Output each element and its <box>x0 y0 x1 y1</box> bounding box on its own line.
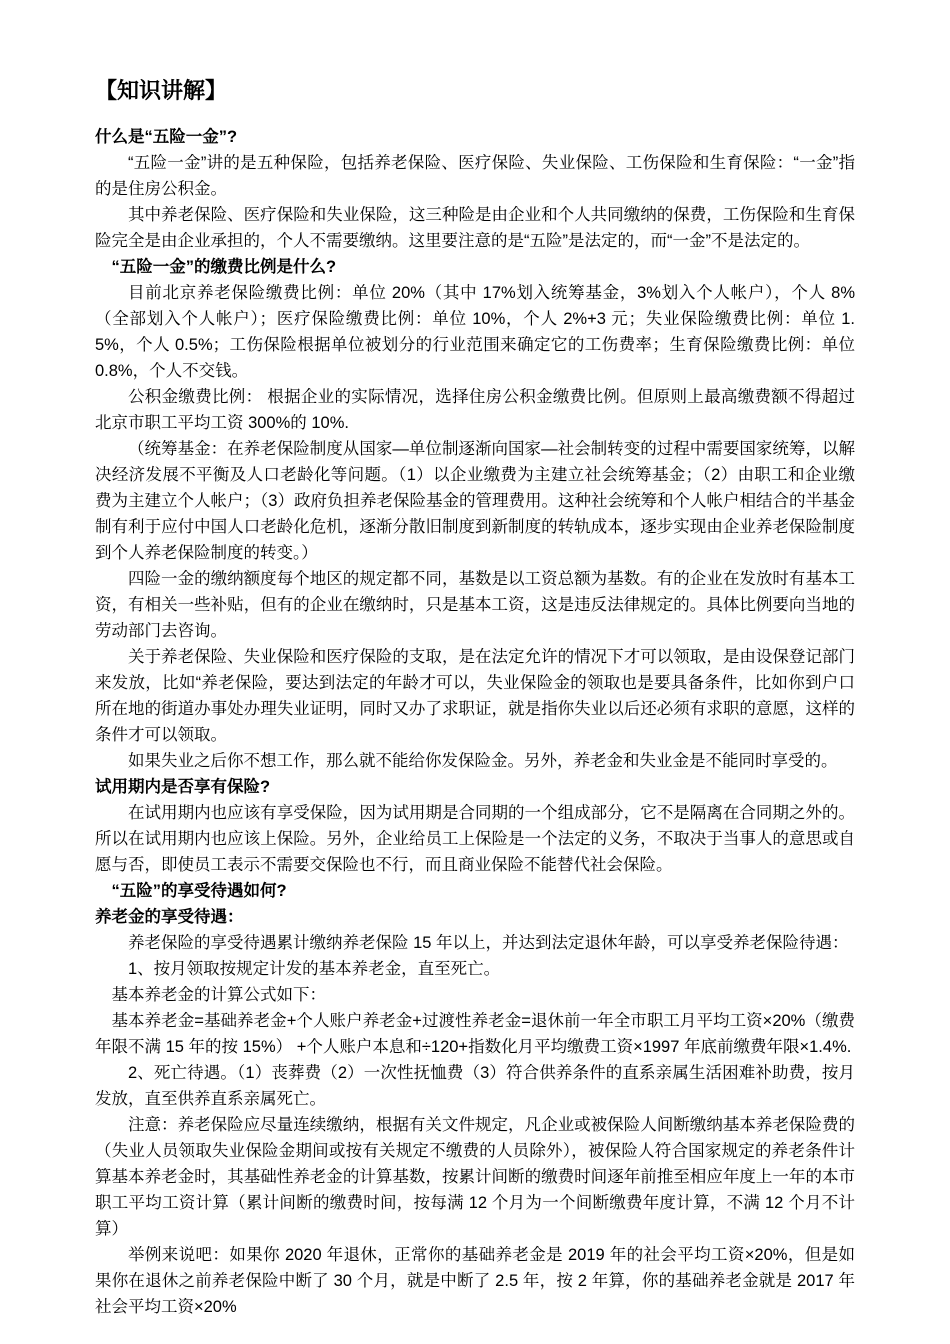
paragraph: 基本养老金的计算公式如下： <box>111 986 326 1004</box>
paragraph: 四险一金的缴纳额度每个地区的规定都不同，基数是以工资总额为基数。有的企业在发放时有基本工资，有相关一些补贴，但有的企业在缴纳时，只是基本工资，这是违反法律规定的。具体比例要向当地的劳动部门去咨询。 <box>95 570 855 640</box>
paragraph: 1、按月领取按规定计发的基本养老金，直至死亡。 <box>128 960 501 978</box>
section-heading: “五险一金”的缴费比例是什么? <box>111 258 337 276</box>
paragraph: 注意：养老保险应尽量连续缴纳，根据有关文件规定，凡企业或被保险人间断缴纳基本养老保险费的（失业人员领取失业保险金期间或按有关规定不缴费的人员除外），被保险人符合国家规定的养老条件计算基本养老金时，其基础性养老金的计算基数，按累计间断的缴费时间逐年前推至相应年度上一年的本市职工平均工资计算（累计间断的缴费时间，按每满 12 个月为一个间断缴费年度计算，不满 12 个月不计算） <box>95 1116 855 1238</box>
paragraph: 2、死亡待遇。（1）丧葬费（2）一次性抚恤费（3）符合供养条件的直系亲属生活困难补助费，按月发放，直至供养直系亲属死亡。 <box>95 1064 855 1108</box>
paragraph: 基本养老金=基础养老金+个人账户养老金+过渡性养老金=退休前一年全市职工月平均工资×20%（缴费年限不满 15 年的按 15%） +个人账户本息和÷120+指数化月平均缴费工资×1997 年底前缴费年限×1.4%. <box>95 1012 855 1056</box>
paragraph: 举例来说吧：如果你 2020 年退休，正常你的基础养老金是 2019 年的社会平均工资×20%，但是如果你在退休之前养老保险中断了 30 个月，就是中断了 2.5 年，按 2 年算，你的基础养老金就是 2017 年社会平均工资×20% <box>95 1246 855 1316</box>
document-body <box>95 124 855 1320</box>
paragraph: 如果失业之后你不想工作，那么就不能给你发保险金。另外，养老金和失业金是不能同时享受的。 <box>128 752 838 770</box>
paragraph: 公积金缴费比例： 根据企业的实际情况，选择住房公积金缴费比例。但原则上最高缴费额不得超过北京市职工平均工资 300%的 10%. <box>95 388 855 432</box>
paragraph: （统筹基金：在养老保险制度从国家—单位制逐渐向国家—社会制转变的过程中需要国家统筹，以解决经济发展不平衡及人口老龄化等问题。（1）以企业缴费为主建立社会统筹基金；（2）由职工和企业缴费为主建立个人帐户；（3）政府负担养老保险基金的管理费用。这种社会统筹和个人帐户相结合的半基金制有利于应付中国人口老龄化危机，逐渐分散旧制度到新制度的转轨成本，逐步实现由企业养老保险制度到个人养老保险制度的转变。） <box>95 440 855 562</box>
paragraph: “五险一金”讲的是五种保险，包括养老保险、医疗保险、失业保险、工伤保险和生育保险：“一金”指的是住房公积金。 <box>95 154 855 198</box>
document-title: 【知识讲解】 <box>95 78 228 103</box>
section-heading: 养老金的享受待遇： <box>95 908 244 926</box>
paragraph: 目前北京养老保险缴费比例：单位 20%（其中 17%划入统筹基金，3%划入个人帐户），个人 8%（全部划入个人帐户）；医疗保险缴费比例：单位 10%，个人 2%+3 元；失业保险缴费比例：单位 1.5%，个人 0.5%；工伤保险根据单位被划分的行业范围来确定它的工伤费率；生育保险缴费比例：单位 0.8%，个人不交钱。 <box>95 284 855 380</box>
section-heading: “五险”的享受待遇如何? <box>111 882 287 900</box>
paragraph: 在试用期内也应该有享受保险，因为试用期是合同期的一个组成部分，它不是隔离在合同期之外的。所以在试用期内也应该上保险。另外，企业给员工上保险是一个法定的义务，不取决于当事人的意思或自愿与否，即使员工表示不需要交保险也不行，而且商业保险不能替代社会保险。 <box>95 804 855 874</box>
paragraph: 养老保险的享受待遇累计缴纳养老保险 15 年以上，并达到法定退休年龄，可以享受养老保险待遇： <box>128 934 849 952</box>
paragraph: 其中养老保险、医疗保险和失业保险，这三种险是由企业和个人共同缴纳的保费，工伤保险和生育保险完全是由企业承担的，个人不需要缴纳。这里要注意的是“五险”是法定的，而“一金”不是法定的。 <box>95 206 855 250</box>
paragraph: 关于养老保险、失业保险和医疗保险的支取，是在法定允许的情况下才可以领取，是由设保登记部门来发放，比如“养老保险，要达到法定的年龄才可以，失业保险金的领取也是要具备条件，比如你到户口所在地的街道办事处办理失业证明，同时又办了求职证，就是指你失业以后还必须有求职的意愿，这样的条件才可以领取。 <box>95 648 855 744</box>
section-heading: 试用期内是否享有保险? <box>95 778 271 796</box>
section-heading: 什么是“五险一金”? <box>95 128 238 146</box>
